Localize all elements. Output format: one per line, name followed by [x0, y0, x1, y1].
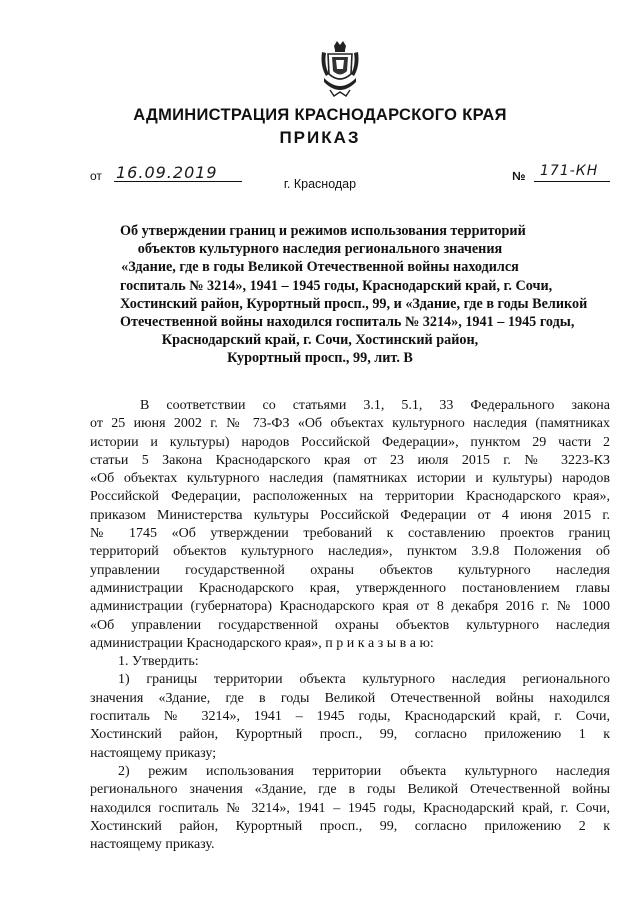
body-line: Российской Федерации, расположенных на территории Краснодарского края»,: [90, 489, 610, 505]
body-line: администрации Краснодарского края», п р и к а з ы в а ю:: [90, 635, 434, 651]
body-line: 2) режим использования территории объекта культурного наследия: [118, 763, 610, 779]
body-line: 1) границы территории объекта культурного наследия регионального: [118, 672, 610, 688]
body-line: территорий объектов культурного наследия», пунктом 3.9.8 Положения об: [90, 544, 610, 560]
title-line: Отечественной войны находился госпиталь № 3214», 1941 – 1945 годы,: [120, 314, 575, 331]
body-line: Хостинский район, Курортный просп., 99, согласно приложению 2 к: [90, 818, 610, 834]
body-line: администрации Краснодарского края, утвержденного постановлением главы: [90, 580, 610, 596]
title-line: Краснодарский край, г. Сочи, Хостинский район,: [161, 332, 479, 349]
date-label: от: [90, 169, 102, 183]
body-line: «Об объектах культурного наследия (памятниках истории и культуры) народов: [90, 471, 610, 487]
order-body: [90, 397, 610, 854]
body-line: администрации (губернатора) Краснодарского края от 8 декабря 2016 г. № 1000: [90, 599, 610, 615]
body-line: истории и культуры) народов Российской Федерации», пунктом 29 части 2: [90, 434, 610, 450]
body-line: управлении государственной охраны объектов культурного наследия: [90, 562, 610, 578]
body-line: госпиталь № 3214», 1941 – 1945 годы, Краснодарский край, г. Сочи,: [90, 709, 610, 725]
body-line: статьи 5 Закона Краснодарского края от 23 июля 2015 г. № 3223-КЗ: [90, 452, 610, 468]
document-type: ПРИКАЗ: [279, 128, 361, 147]
title-line: Курортный просп., 99, лит. В: [227, 350, 413, 367]
number-value: 171-КН: [534, 163, 610, 182]
item-1-2-paragraph: [90, 763, 610, 854]
title-line: «Здание, где в годы Великой Отечественной войны находился: [121, 259, 519, 276]
body-line: значения «Здание, где в годы Великой Отечественной войны находился: [90, 690, 610, 706]
item-1-1-paragraph: [90, 671, 610, 762]
organization-name: АДМИНИСТРАЦИЯ КРАСНОДАРСКОГО КРАЯ: [133, 106, 507, 124]
body-line: настоящему приказу;: [90, 745, 217, 761]
order-title: [120, 222, 588, 368]
body-line: № 1745 «Об утверждении требований к составлению проектов границ: [90, 526, 610, 542]
body-line: от 25 июня 2002 г. № 73-ФЗ «Об объектах культурного наследия (памятниках: [90, 416, 610, 432]
preamble-paragraph: [90, 397, 610, 653]
title-line: Об утверждении границ и режимов использования территорий: [120, 223, 526, 239]
city-name: г. Краснодар: [283, 177, 357, 191]
krasnodar-coat-of-arms-icon: [318, 40, 362, 98]
date-value: 16.09.2019: [114, 163, 242, 182]
body-line: приказом Министерства культуры Российской Федерации от 4 июня 2015 г.: [90, 507, 610, 523]
title-line: объектов культурного наследия регионального значения: [137, 241, 503, 258]
body-line: Хостинский район, Курортный просп., 99, согласно приложению 1 к: [90, 727, 610, 743]
number-label: №: [512, 169, 526, 183]
body-line: настоящему приказу.: [90, 837, 215, 853]
body-line: «Об управлении государственной охраны объектов культурного наследия: [90, 617, 610, 633]
body-line: находился госпиталь № 3214», 1941 – 1945 годы, Краснодарский край, г. Сочи,: [90, 800, 610, 816]
item-1-heading: 1. Утвердить:: [118, 654, 199, 670]
title-line: госпиталь № 3214», 1941 – 1945 годы, Краснодарский край, г. Сочи,: [120, 277, 553, 294]
title-line: Хостинский район, Курортный просп., 99, и «Здание, где в годы Великой: [120, 295, 588, 312]
body-line: регионального значения «Здание, где в годы Великой Отечественной войны: [90, 782, 610, 798]
body-line: В соответствии со статьями 3.1, 5.1, 33 Федерального закона: [140, 398, 610, 413]
